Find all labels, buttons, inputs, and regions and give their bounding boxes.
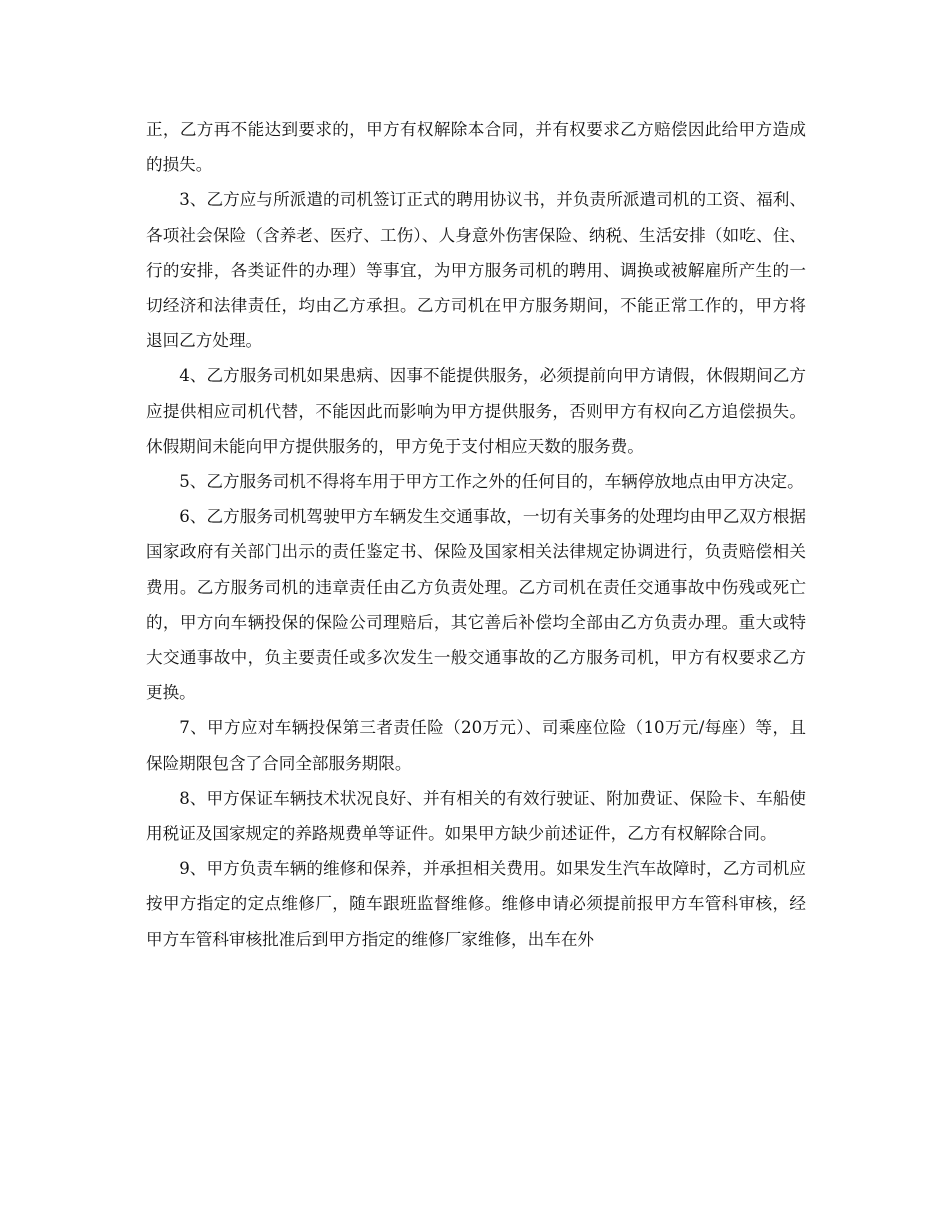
paragraph-clause-9: 9、甲方负责车辆的维修和保养，并承担相关费用。如果发生汽车故障时，乙方司机应按甲方指定的定点维修厂，随车跟班监督维修。维修申请必须提前报甲方车管科审核，经甲方车管科审核批准后到甲方指定的维修厂家维修，出车在外 (146, 859, 806, 949)
paragraph-clause-8: 8、甲方保证车辆技术状况良好、并有相关的有效行驶证、附加费证、保险卡、车船使用税证及国家规定的养路规费单等证件。如果甲方缺少前述证件，乙方有权解除合同。 (146, 788, 806, 844)
paragraph-clause-3: 3、乙方应与所派遣的司机签订正式的聘用协议书，并负责所派遣司机的工资、福利、各项社会保险（含养老、医疗、工伤）、人身意外伤害保险、纳税、生活安排（如吃、住、行的安排，各类证件的办理）等事宜，为甲方服务司机的聘用、调换或被解雇所产生的一切经济和法律责任，均由乙方承担。乙方司机在甲方服务期间，不能正常工作的，甲方将退回乙方处理。 (146, 190, 806, 351)
paragraph-clause-4: 4、乙方服务司机如果患病、因事不能提供服务，必须提前向甲方请假，休假期间乙方应提供相应司机代替，不能因此而影响为甲方提供服务，否则甲方有权向乙方追偿损失。休假期间未能向甲方提供服务的，甲方免于支付相应天数的服务费。 (146, 366, 806, 456)
paragraph-continuation: 正，乙方再不能达到要求的，甲方有权解除本合同，并有权要求乙方赔偿因此给甲方造成的损失。 (146, 120, 806, 175)
paragraph-clause-7: 7、甲方应对车辆投保第三者责任险（20万元）、司乘座位险（10万元/每座）等，且保险期限包含了合同全部服务期限。 (146, 718, 806, 773)
document-page (146, 112, 806, 957)
paragraph-clause-6: 6、乙方服务司机驾驶甲方车辆发生交通事故，一切有关事务的处理均由甲乙双方根据国家政府有关部门出示的责任鉴定书、保险及国家相关法律规定协调进行，负责赔偿相关费用。乙方服务司机的违章责任由乙方负责处理。乙方司机在责任交通事故中伤残或死亡的，甲方向车辆投保的保险公司理赔后，其它善后补偿均全部由乙方负责办理。重大或特大交通事故中，负主要责任或多次发生一般交通事故的乙方服务司机，甲方有权要求乙方更换。 (146, 507, 806, 703)
paragraph-clause-5: 5、乙方服务司机不得将车用于甲方工作之外的任何目的，车辆停放地点由甲方决定。 (179, 472, 804, 492)
